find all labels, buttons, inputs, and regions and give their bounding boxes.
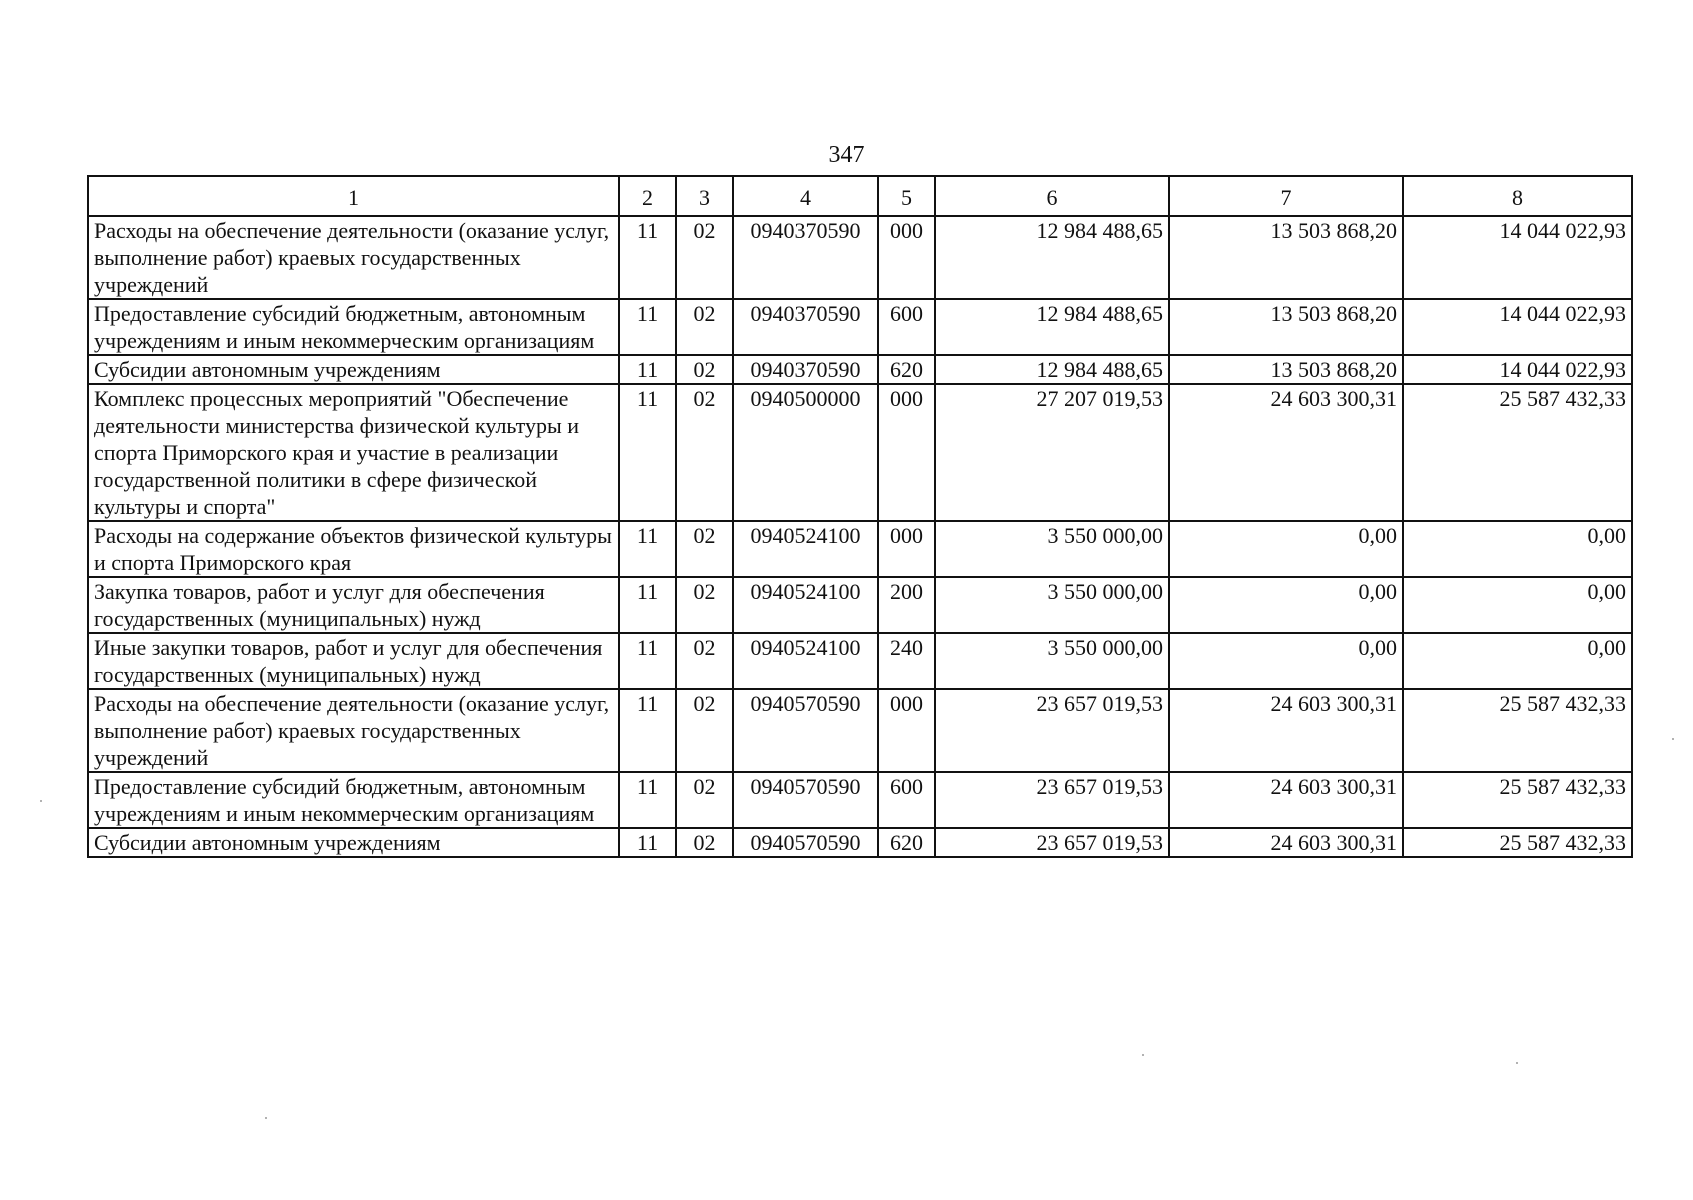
amount-col-6: 23 657 019,53 (935, 828, 1169, 857)
column-header-4: 4 (733, 176, 878, 216)
amount-col-7: 0,00 (1169, 633, 1403, 689)
amount-col-6: 3 550 000,00 (935, 577, 1169, 633)
row-name: Закупка товаров, работ и услуг для обеспечения государственных (муниципальных) нужд (88, 577, 619, 633)
subsection-code: 02 (676, 521, 733, 577)
table-row (88, 828, 1632, 857)
amount-col-6: 3 550 000,00 (935, 633, 1169, 689)
target-article-code: 0940524100 (733, 521, 878, 577)
target-article-code: 0940524100 (733, 633, 878, 689)
table-row (88, 521, 1632, 577)
column-header-8: 8 (1403, 176, 1632, 216)
header-row (88, 176, 1632, 216)
expense-type-code: 000 (878, 216, 935, 299)
amount-col-6: 27 207 019,53 (935, 384, 1169, 521)
target-article-code: 0940570590 (733, 689, 878, 772)
table-row (88, 216, 1632, 299)
amount-col-7: 13 503 868,20 (1169, 216, 1403, 299)
amount-col-7: 24 603 300,31 (1169, 689, 1403, 772)
amount-col-8: 14 044 022,93 (1403, 355, 1632, 384)
column-header-3: 3 (676, 176, 733, 216)
table-row (88, 577, 1632, 633)
amount-col-6: 23 657 019,53 (935, 689, 1169, 772)
subsection-code: 02 (676, 384, 733, 521)
row-name: Субсидии автономным учреждениям (88, 355, 619, 384)
table-row (88, 633, 1632, 689)
column-header-1: 1 (88, 176, 619, 216)
amount-col-7: 0,00 (1169, 577, 1403, 633)
target-article-code: 0940570590 (733, 772, 878, 828)
expense-type-code: 600 (878, 772, 935, 828)
expense-type-code: 240 (878, 633, 935, 689)
row-name: Субсидии автономным учреждениям (88, 828, 619, 857)
subsection-code: 02 (676, 633, 733, 689)
subsection-code: 02 (676, 577, 733, 633)
amount-col-6: 12 984 488,65 (935, 299, 1169, 355)
amount-col-8: 14 044 022,93 (1403, 216, 1632, 299)
amount-col-7: 13 503 868,20 (1169, 299, 1403, 355)
table-row (88, 384, 1632, 521)
table-row (88, 299, 1632, 355)
budget-table (87, 175, 1633, 858)
amount-col-6: 23 657 019,53 (935, 772, 1169, 828)
table-row (88, 772, 1632, 828)
column-header-7: 7 (1169, 176, 1403, 216)
amount-col-8: 25 587 432,33 (1403, 772, 1632, 828)
section-code: 11 (619, 828, 676, 857)
row-name: Расходы на обеспечение деятельности (оказание услуг, выполнение работ) краевых государственных учреждений (88, 216, 619, 299)
table-row (88, 355, 1632, 384)
section-code: 11 (619, 689, 676, 772)
section-code: 11 (619, 521, 676, 577)
table-row (88, 689, 1632, 772)
target-article-code: 0940370590 (733, 216, 878, 299)
expense-type-code: 000 (878, 521, 935, 577)
expense-type-code: 000 (878, 384, 935, 521)
section-code: 11 (619, 299, 676, 355)
scan-speck (1142, 1054, 1144, 1056)
scan-speck (1672, 738, 1674, 740)
amount-col-6: 3 550 000,00 (935, 521, 1169, 577)
amount-col-7: 24 603 300,31 (1169, 384, 1403, 521)
scan-speck (265, 1117, 267, 1119)
subsection-code: 02 (676, 355, 733, 384)
section-code: 11 (619, 577, 676, 633)
section-code: 11 (619, 772, 676, 828)
amount-col-8: 14 044 022,93 (1403, 299, 1632, 355)
scan-speck (1516, 1062, 1518, 1064)
row-name: Иные закупки товаров, работ и услуг для обеспечения государственных (муниципальных) нужд (88, 633, 619, 689)
amount-col-8: 0,00 (1403, 633, 1632, 689)
column-header-5: 5 (878, 176, 935, 216)
amount-col-7: 0,00 (1169, 521, 1403, 577)
column-header-2: 2 (619, 176, 676, 216)
expense-type-code: 000 (878, 689, 935, 772)
amount-col-8: 25 587 432,33 (1403, 828, 1632, 857)
target-article-code: 0940370590 (733, 355, 878, 384)
subsection-code: 02 (676, 828, 733, 857)
subsection-code: 02 (676, 772, 733, 828)
amount-col-8: 0,00 (1403, 521, 1632, 577)
section-code: 11 (619, 633, 676, 689)
target-article-code: 0940524100 (733, 577, 878, 633)
subsection-code: 02 (676, 216, 733, 299)
amount-col-6: 12 984 488,65 (935, 355, 1169, 384)
target-article-code: 0940570590 (733, 828, 878, 857)
row-name: Расходы на обеспечение деятельности (оказание услуг, выполнение работ) краевых государственных учреждений (88, 689, 619, 772)
expense-type-code: 600 (878, 299, 935, 355)
row-name: Предоставление субсидий бюджетным, автономным учреждениям и иным некоммерческим организациям (88, 772, 619, 828)
amount-col-7: 24 603 300,31 (1169, 772, 1403, 828)
amount-col-6: 12 984 488,65 (935, 216, 1169, 299)
expense-type-code: 620 (878, 355, 935, 384)
expense-type-code: 620 (878, 828, 935, 857)
amount-col-8: 0,00 (1403, 577, 1632, 633)
row-name: Комплекс процессных мероприятий "Обеспечение деятельности министерства физической культуры и спорта Приморского края и участие в реализации государственной политики в сфере физической культуры и спорта" (88, 384, 619, 521)
amount-col-7: 13 503 868,20 (1169, 355, 1403, 384)
section-code: 11 (619, 384, 676, 521)
amount-col-7: 24 603 300,31 (1169, 828, 1403, 857)
amount-col-8: 25 587 432,33 (1403, 689, 1632, 772)
scan-speck (40, 800, 42, 802)
target-article-code: 0940500000 (733, 384, 878, 521)
row-name: Расходы на содержание объектов физической культуры и спорта Приморского края (88, 521, 619, 577)
expense-type-code: 200 (878, 577, 935, 633)
row-name: Предоставление субсидий бюджетным, автономным учреждениям и иным некоммерческим организациям (88, 299, 619, 355)
subsection-code: 02 (676, 689, 733, 772)
amount-col-8: 25 587 432,33 (1403, 384, 1632, 521)
subsection-code: 02 (676, 299, 733, 355)
section-code: 11 (619, 355, 676, 384)
page-number: 347 (828, 142, 865, 168)
target-article-code: 0940370590 (733, 299, 878, 355)
column-header-6: 6 (935, 176, 1169, 216)
section-code: 11 (619, 216, 676, 299)
